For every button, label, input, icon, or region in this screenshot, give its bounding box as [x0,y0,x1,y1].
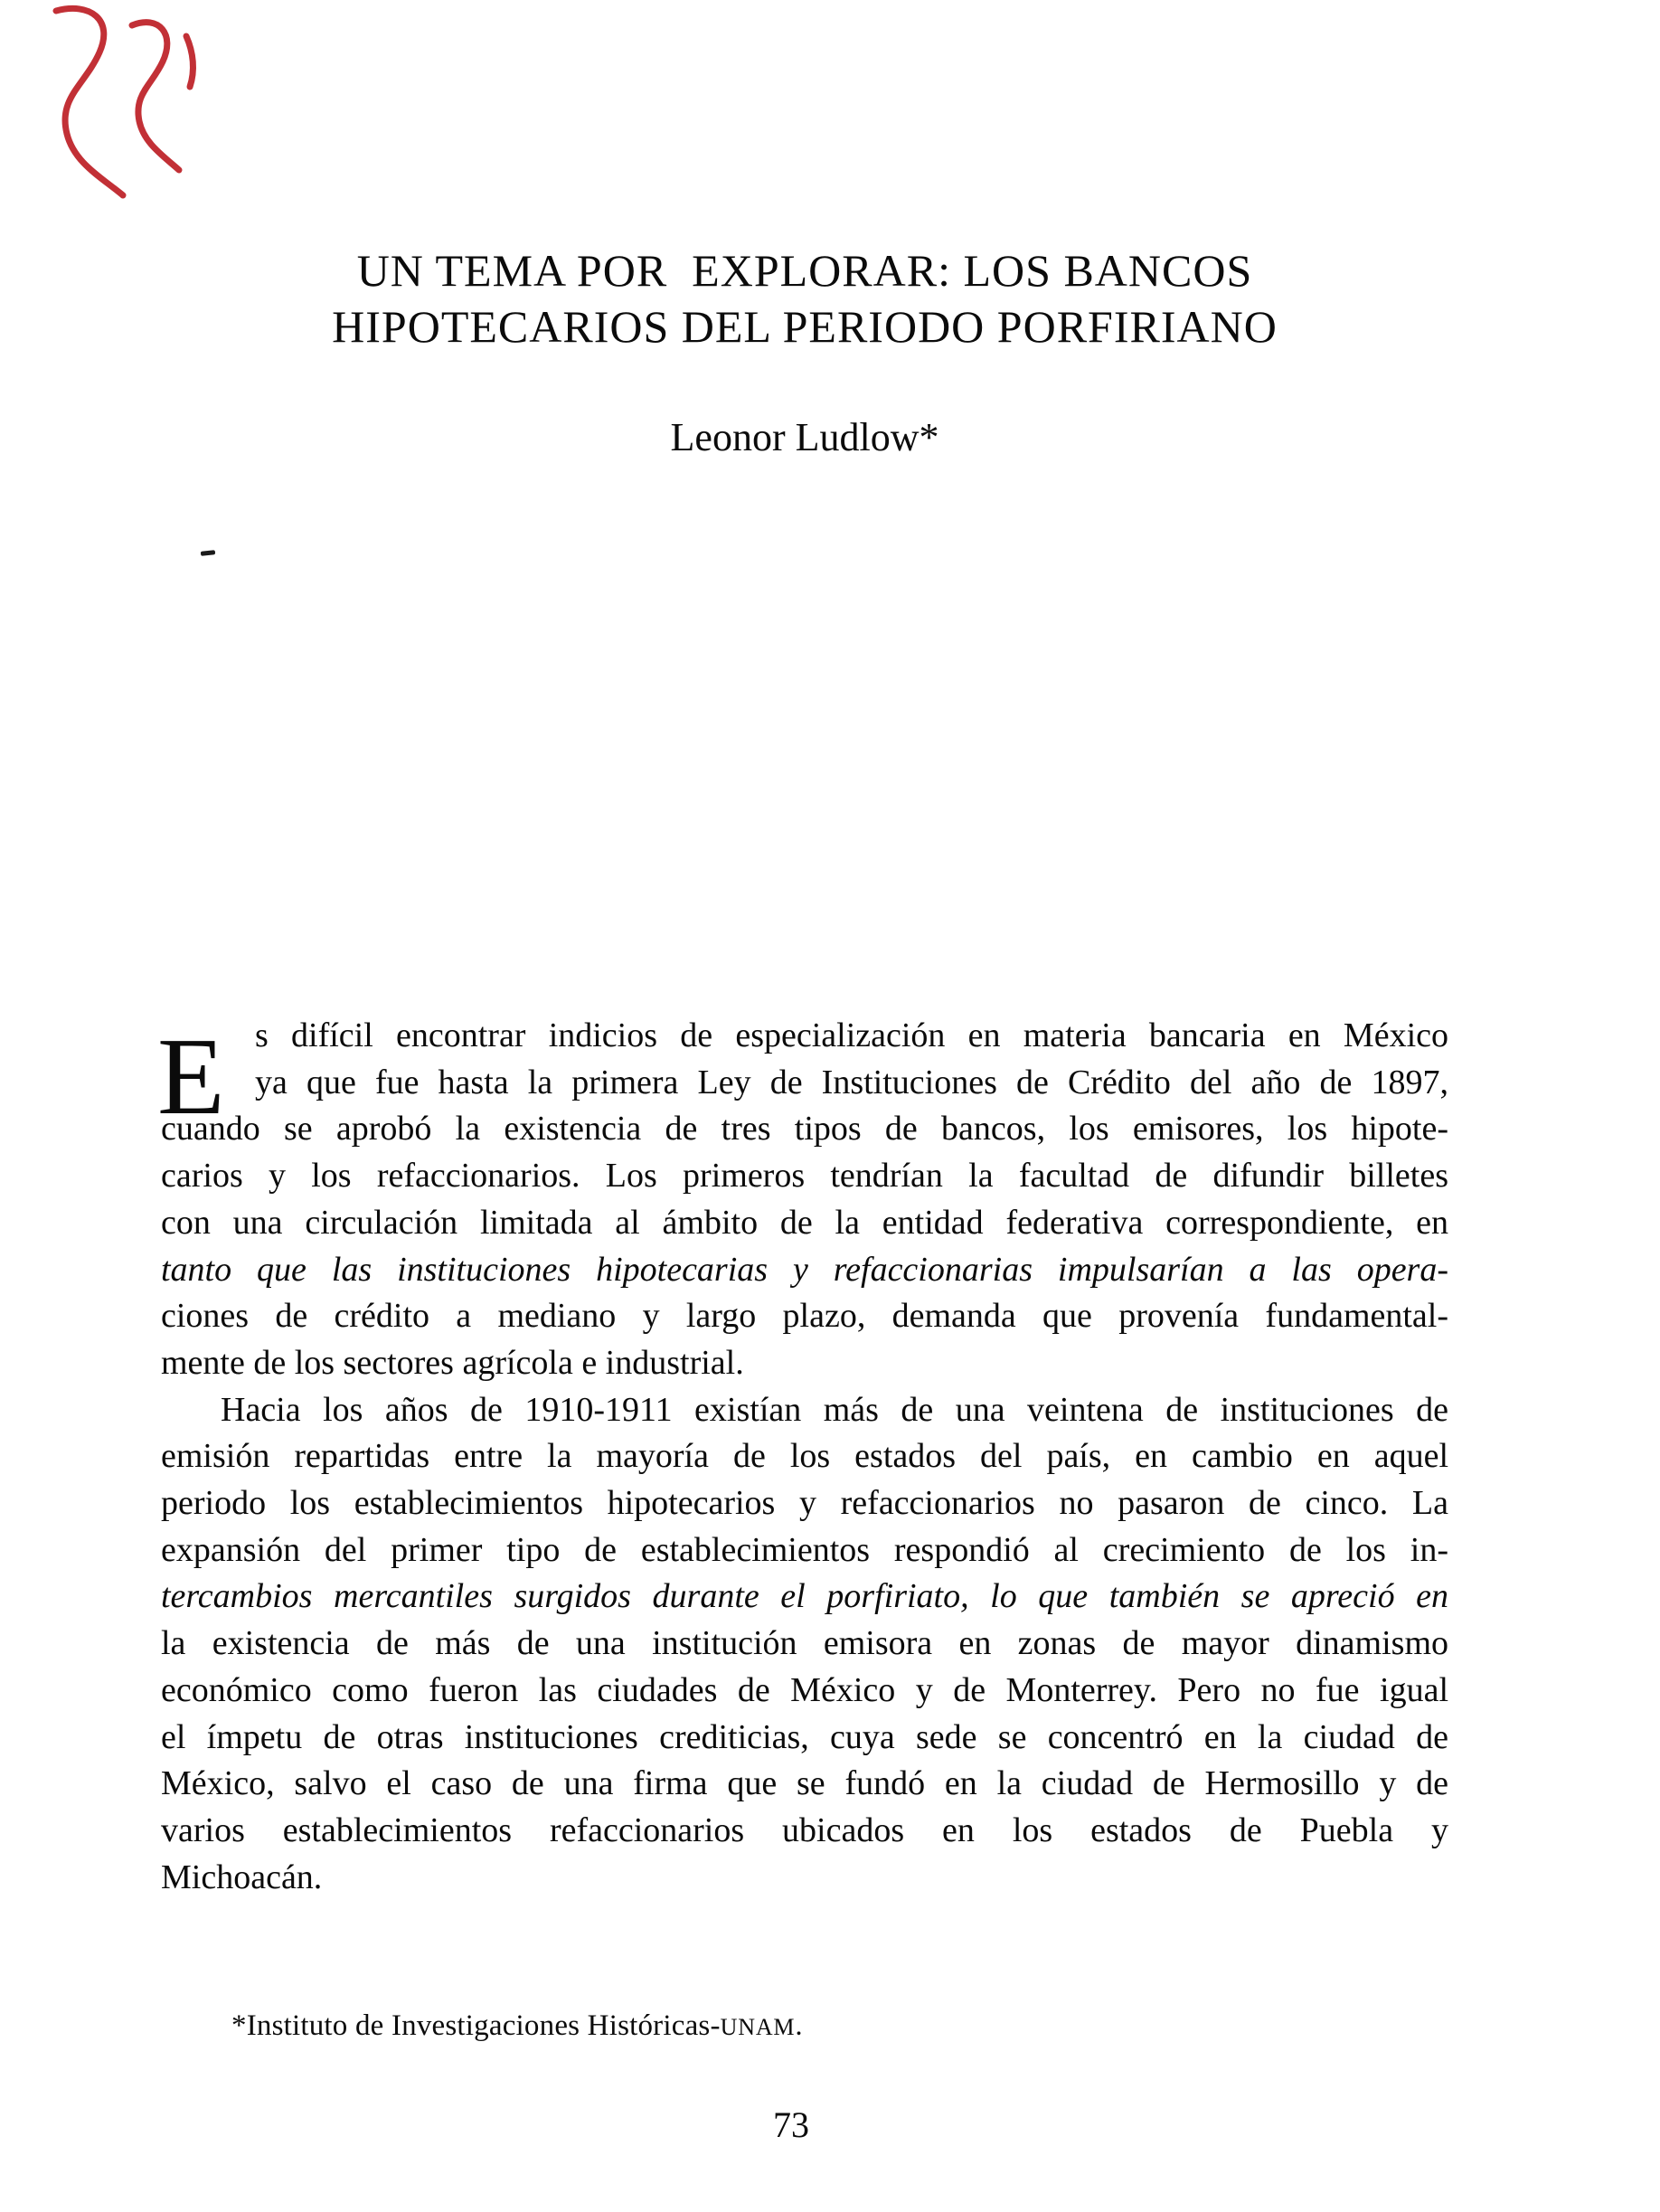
page-title-line-2: HIPOTECARIOS DEL PERIODO PORFIRIANO [332,301,1278,352]
body-line: Hacia los años de 1910-1911 existían más de una veintena de instituciones de [221,1390,1448,1429]
body-line: expansión del primer tipo de establecimientos respondió al crecimiento de los in- [161,1530,1448,1569]
body-line: tanto que las instituciones hipotecarias y refaccionarias impulsarían a las opera- [161,1250,1448,1289]
footnote-acronym: UNAM [720,2014,796,2040]
body-line: tercambios mercantiles surgidos durante el porfiriato, lo que también se apreció en [161,1577,1448,1616]
footnote [231,2009,803,2043]
body-line: periodo los establecimientos hipotecarios y refaccionarios no pasaron de cinco. La [161,1484,1448,1523]
footnote-period: . [795,2009,803,2042]
body-line: la existencia de más de una institución emisora en zonas de mayor dinamismo [161,1624,1448,1663]
body-line: carios y los refaccionarios. Los primeros tendrían la facultad de difundir billetes [161,1157,1448,1196]
drop-cap: E [157,1016,225,1138]
body-line: cuando se aprobó la existencia de tres tipos de bancos, los emisores, los hipote- [161,1110,1448,1149]
body-line: mente de los sectores agrícola e industrial. [161,1343,744,1382]
body-line: ya que fue hasta la primera Ley de Instituciones de Crédito del año de 1897, [255,1063,1448,1101]
body-line: con una circulación limitada al ámbito de la entidad federativa correspondiente, en [161,1203,1448,1242]
footnote-text: *Instituto de Investigaciones Históricas- [231,2009,721,2042]
red-ink-scribble [25,0,215,226]
article-title [161,242,1448,354]
body-line: ciones de crédito a mediano y largo plazo, demanda que provenía fundamental- [161,1297,1448,1336]
author-byline: Leonor Ludlow* [670,415,939,459]
body-line: México, salvo el caso de una firma que se fundó en la ciudad de Hermosillo y de [161,1764,1448,1803]
body-paragraph-2 [161,1387,1448,1902]
article-body [157,1013,1448,1901]
body-line: emisión repartidas entre la mayoría de los estados del país, en cambio en aquel [161,1437,1448,1476]
body-line: económico como fueron las ciudades de México y de Monterrey. Pero no fue igual [161,1670,1448,1709]
body-paragraph-1 [157,1013,1448,1387]
body-line: varios establecimientos refaccionarios ubicados en los estados de Puebla y [161,1810,1448,1849]
body-line: Michoacán. [161,1858,323,1896]
stray-ink-mark [201,550,215,556]
page-number: 73 [773,2104,809,2145]
body-line: el ímpetu de otras instituciones crediticias, cuya sede se concentró en la ciudad de [161,1717,1448,1756]
body-line: s difícil encontrar indicios de especialización en materia bancaria en México [255,1016,1448,1054]
page-title-line-1: UN TEMA POR EXPLORAR: LOS BANCOS [356,245,1253,296]
